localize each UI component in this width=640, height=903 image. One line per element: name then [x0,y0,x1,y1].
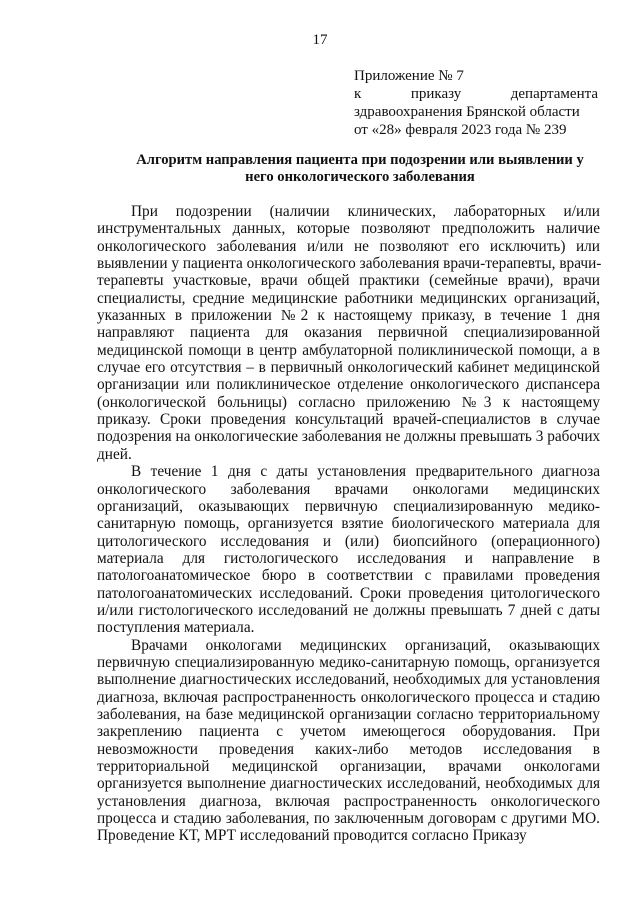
paragraph-line: специалисты, средние медицинские работники медицинских организаций, [97,289,600,307]
appendix-header [354,67,598,139]
paragraph-line: территориальной медицинской организации, врачами онкологами [97,758,600,775]
appendix-date: от «28» февраля 2023 года № 239 [354,122,567,138]
document-title [110,152,610,186]
paragraph-line: медицинской помощи в центр амбулаторной поликлинической помощи, а в [97,341,600,359]
paragraph-line: патологоанатомических исследований. Сроки проведения цитологического [97,584,600,602]
appendix-number: Приложение № 7 [354,68,464,84]
appendix-word: к [354,86,362,102]
paragraph-line: онкологического заболевания и/или не позволяют его исключить) или [97,237,600,255]
paragraph-line: выполнение диагностических исследований, необходимых для установления [97,671,600,689]
paragraph-line: В течение 1 дня с даты установления предварительного диагноза [131,463,600,481]
title-line: Алгоритм направления пациента при подозрении или выявлении у [136,152,584,168]
paragraph-line: организации или поликлиническое отделение онкологического диспансера [97,376,600,394]
paragraph-line: организуется выполнение диагностических исследований, необходимых для [97,775,600,793]
paragraph-line: терапевты участковые, врачи общей практики (семейные врачи), врачи [97,272,600,290]
paragraph-line: первичную специализированную медико-санитарную помощь, организуется [97,653,600,671]
paragraph-line: случае его отсутствия – в первичный онкологический кабинет медицинской [97,359,600,377]
paragraph-line: диагноза, включая распространенность онкологического процесса и стадию [97,688,600,706]
paragraph-line: выявлении у пациента онкологического заболевания врачи-терапевты, врачи- [97,255,602,273]
paragraph-line: дней. [97,445,132,463]
paragraph-line: организаций, оказывающих первичную специализированную медико- [97,497,600,515]
paragraph-line: инструментальных данных, которые позволяют предположить наличие [97,220,600,238]
paragraph-line: санитарную помощь, организуется взятие биологического материала для [97,515,600,533]
title-line: него онкологического заболевания [245,169,475,185]
paragraph-line: поступления материала. [97,619,255,637]
paragraph-line: установления диагноза, включая распространенность онкологического [97,792,600,810]
paragraph-line: Проведение КТ, МРТ исследований проводится согласно Приказу [97,827,527,845]
paragraph-line: цитологического исследования и (или) биопсийного (операционного) [97,532,600,550]
paragraph-line: процесса и стадию заболевания, по заключенным договорам с другими МО. [97,810,600,828]
paragraph-line: невозможности проведения каких-либо методов исследования в [97,740,600,758]
appendix-word: департамента [510,86,598,102]
paragraph-line: направляют пациента для оказания первичной специализированной [97,324,600,342]
paragraph-line: закреплению пациента с учетом имеющегося оборудования. При [97,723,600,741]
paragraph-line: и/или гистологического исследований не должны превышать 7 дней с даты [97,601,600,619]
paragraph [97,637,600,845]
paragraph-line: патологоанатомическое бюро в соответствии с правилами проведения [97,567,600,585]
appendix-department: здравоохранения Брянской области [354,104,580,120]
paragraph-line: (онкологической больницы) согласно приложению №3 к настоящему [97,393,600,411]
paragraph [97,203,600,463]
paragraph-line: При подозрении (наличии клинических, лабораторных и/или [131,203,600,220]
page-number: 17 [312,32,328,48]
paragraph-line: заболевания, на базе медицинской организации согласно территориальному [97,705,600,723]
appendix-order-line [354,85,598,103]
paragraph-line: онкологического заболевания врачами онкологами медицинских [97,480,600,498]
paragraph [97,463,600,636]
paragraph-line: материала для гистологического исследования и направление в [97,549,600,567]
paragraph-line: указанных в приложении №2 к настоящему приказу, в течение 1 дня [97,307,600,325]
appendix-word: приказу [410,86,462,102]
paragraph-line: приказу. Сроки проведения консультаций врачей-специалистов в случае [97,411,600,429]
paragraph-line: Врачами онкологами медицинских организаций, оказывающих [131,636,600,654]
document-body [97,203,600,845]
paragraph-line: подозрения на онкологические заболевания не должны превышать 3 рабочих [97,428,601,446]
